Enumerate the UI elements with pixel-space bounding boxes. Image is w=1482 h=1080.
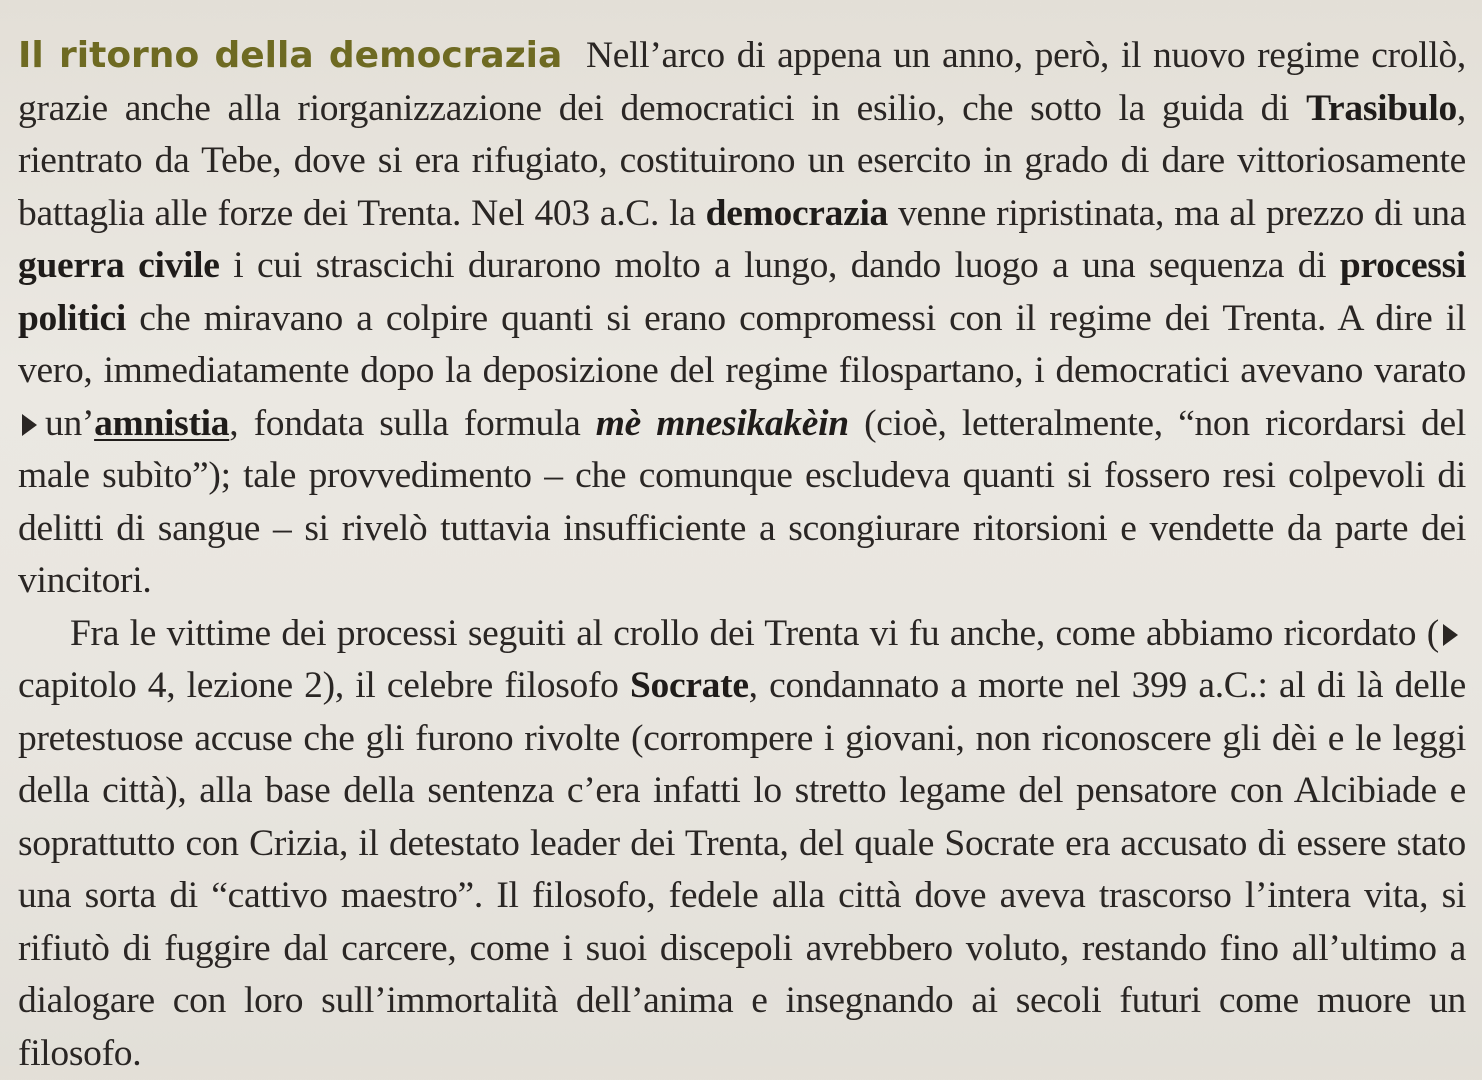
keyword-trasibulo: Trasibulo — [1306, 88, 1457, 129]
text-run: un’ — [45, 403, 94, 444]
text-run: (cioè, letteralmente, “non ricordarsi del male subìto”); tale provvedimento – che comunque escludeva quanti si fossero resi colpevoli di delitti di sangue – si rivelò tuttavia insufficiente a scongiurare ritorsioni e vendette da parte dei vincitori. — [18, 403, 1466, 602]
text-run: , fondata sulla formula — [229, 403, 596, 444]
keyword-democrazia: democrazia — [706, 193, 888, 234]
arrow-right-icon[interactable] — [22, 414, 37, 436]
keyword-greek-formula: mè mnesikakèin — [596, 403, 849, 444]
text-run: che miravano a colpire quanti si erano compromessi con il regime dei Trenta. A dire il vero, immediatamente dopo la deposizione del regime filospartano, i democratici avevano varato — [18, 298, 1466, 392]
keyword-processi-politici: processi politici — [18, 245, 1466, 339]
crossref-text: capitolo 4, lezione 2), il celebre filosofo — [18, 665, 630, 706]
text-run: , condannato a morte nel 399 a.C.: al di là delle pretestuose accuse che gli furono rivolte (corrompere i giovani, non riconoscere gli dèi e le leggi della città), alla base della sentenza c’era infatti lo stretto legame del pensatore con Alcibiade e soprattutto con Crizia, il detestato leader dei Trenta, del quale Socrate era accusato di essere stato una sorta di “cattivo maestro”. Il filosofo, fedele alla città dove aveva trascorso l’intera vita, si rifiutò di fuggire dal carcere, come i suoi discepoli avrebbero voluto, restando fino all’ultimo a dialogare con loro sull’immortalità dell’anima e insegnando ai secoli futuri come muore un filosofo. — [18, 665, 1466, 1074]
paragraph-democracy — [18, 30, 1466, 608]
keyword-socrate: Socrate — [630, 665, 749, 706]
text-run: , rientrato da Tebe, dove si era rifugiato, costituirono un esercito in grado di dare vittoriosamente battaglia alle forze dei Trenta. Nel 403 a.C. la — [18, 88, 1466, 234]
paragraph-socrate — [18, 608, 1466, 1080]
textbook-page — [18, 30, 1466, 1080]
glossary-link-amnistia[interactable]: amnistia — [94, 403, 229, 444]
text-run: i cui strascichi durarono molto a lungo, dando luogo a una sequenza di — [220, 245, 1340, 286]
arrow-right-icon[interactable] — [1443, 624, 1458, 646]
text-run: venne ripristinata, ma al prezzo di una — [888, 193, 1466, 234]
keyword-guerra-civile: guerra civile — [18, 245, 220, 286]
text-run: Nell’arco di appena un anno, però, il nuovo regime crollò, grazie anche alla riorganizzazione dei democratici in esilio, che sotto la guida di — [18, 35, 1466, 129]
text-run: Fra le vittime dei processi seguiti al crollo dei Trenta vi fu anche, come abbiamo ricordato ( — [70, 613, 1439, 654]
section-heading: Il ritorno della democrazia — [18, 35, 562, 76]
